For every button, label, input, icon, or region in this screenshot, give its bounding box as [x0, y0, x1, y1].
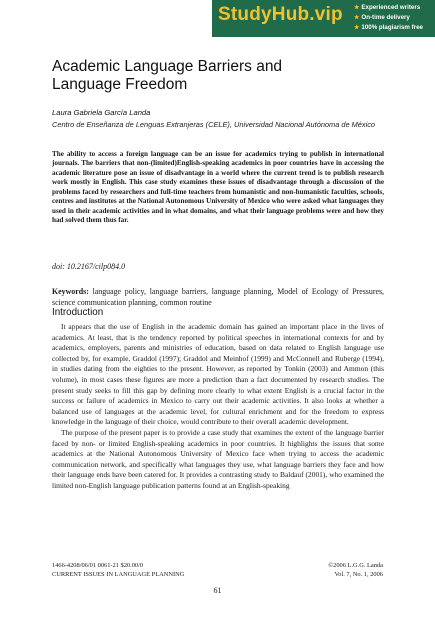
keywords-text: language policy, language barriers, language planning, Model of Ecology of Pressures, science communication planning, common routine: [52, 287, 384, 307]
brand-logo: StudyHub.vip: [218, 4, 343, 25]
issn-line: 1466-4208/06/01 0061-21 $20.00/0: [52, 562, 144, 569]
studyhub-banner[interactable]: [212, 0, 435, 37]
feature-label: Experienced writers: [361, 4, 421, 11]
star-icon: ★: [354, 5, 360, 11]
journal-name: CURRENT ISSUES IN LANGUAGE PLANNING: [52, 570, 185, 578]
author-affiliation: Centro de Enseñanza de Lenguas Extranjeras (CELE), Universidad Nacional Autónoma de México: [52, 120, 376, 129]
introduction-body: [52, 322, 384, 492]
feature-item: [354, 13, 423, 23]
volume-info: Vol. 7, No. 1, 2006: [334, 570, 383, 578]
feature-label: 100% plagiarism free: [361, 24, 423, 31]
footer-left: [52, 562, 184, 579]
body-paragraph: It appears that the use of English in the academic domain has gained an important place in the lives of academics. At least, that is the tendency reported by political speeches in international contexts for and by academics, employers, parents and ministries of education, based on data related to English language use collected by, for example, Graddol (1997); Graddol and Meinhof (1999) and McConnell and Ruberge (1994), in studies dating from the eighties to the present. However, as reported by Tonkin (2003) and Ammon (this volume), in most cases these figures are more a prediction than a fact documented by research studies. The present study seeks to fill this gap by defining more clearly to what extent English is a crucial factor in the success or failure of academics in Mexico to carry out their academic activities. It also looks at whether a balanced use of languages at the academic level, for cultural enrichment and for the freedom to express knowledge in the language of their choice, would contribute to their overall academic development.: [52, 322, 384, 427]
feature-item: [354, 3, 423, 13]
feature-list: [354, 3, 423, 33]
copyright: ©2006 L.G.G. Landa: [328, 562, 383, 569]
author-name: Laura Gabriela García Landa: [52, 108, 151, 117]
article-title: Academic Language Barriers and Language Freedom: [52, 58, 283, 93]
section-heading-introduction: Introduction: [52, 307, 104, 318]
footer-right: [328, 562, 383, 579]
abstract: The ability to access a foreign language can be an issue for academics trying to publish in international journals. The barriers that non-(limited)English-speaking academics in poor countries have in accessing the academic literature pose an issue of disadvantage in a world where the current trend is to publish research work mostly in English. This case study examines these issues of disadvantage through a discussion of the problems faced by researchers and full-time teachers from humanistic and non-humanistic faculties, schools, centres and institutes at the National Autonomous University of Mexico who were asked what languages they used in their academic activities and in what domains, and what their language problems were and how they had solved them thus far.: [52, 150, 384, 225]
page-number: 61: [213, 586, 222, 595]
keywords: [52, 287, 384, 308]
feature-label: On-time delivery: [361, 14, 410, 21]
star-icon: ★: [354, 25, 360, 31]
keywords-label: Keywords:: [52, 287, 89, 296]
body-paragraph: The purpose of the present paper is to provide a case study that examines the extent of the language barrier faced by non- or limited English-speaking academics in poor countries. It highlights the issues that some academics at the National Autonomous University of Mexico face when trying to access the academic communication network, and specifically what languages they use, what language barriers they face and how their language ends have been catered for. It provides a contrasting study to Baldauf (2001), who examined the limited non-English language publication patterns found at an English-speaking: [52, 427, 384, 490]
doi[interactable]: doi: 10.2167/cilp084.0: [52, 262, 126, 271]
star-icon: ★: [354, 15, 360, 21]
feature-item: [354, 23, 423, 33]
